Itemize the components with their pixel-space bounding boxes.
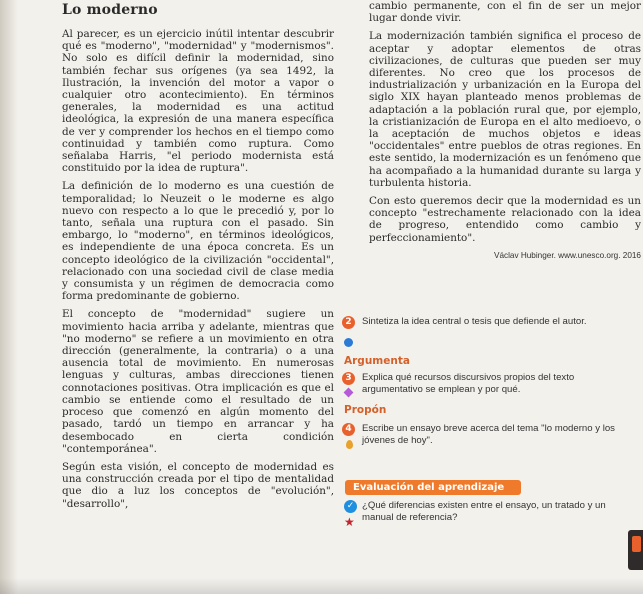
paragraph: La definición de lo moderno es una cuestión de temporalidad; lo Neuzeit o le moderne es algo nuevo con respecto a lo que le precedió y, por lo tanto, señala una ruptura con el pasado. Sin embargo, lo "moderno", en términos ideológicos, es independiente de una época concreta. Es un concepto ideológico de la civilización "occidental", relacionado con una sociedad civil de clase media y consumista y un régimen de democracia como forma predominante de gobierno. [62,180,334,303]
check-icon: ✓ [344,500,357,513]
right-column [369,0,641,262]
evaluation-header: Evaluación del aprendizaje [345,480,521,495]
page-bottom-shade [0,578,643,594]
activity-text: Sintetiza la idea central o tesis que defiende el autor. [362,316,587,327]
star-icon: ★ [344,515,355,529]
activity-text: Escribe un ensayo breve acerca del tema "lo moderno y los jóvenes de hoy". [362,423,615,446]
page-tab-accent [632,536,641,552]
section-heading-argumenta: Argumenta [344,355,410,367]
diamond-icon [344,388,354,398]
activity-number-badge: 4 [342,423,355,436]
paragraph: cambio permanente, con el fin de ser un mejor lugar donde vivir. [369,0,641,25]
activity-text: Explica qué recursos discursivos propios del texto argumentativo se emplean y por qué. [362,372,575,395]
paragraph: Según esta visión, el concepto de modernidad es una construcción creada por el tipo de mentalidad que dio a luz los conceptos de "evolución", "desarrollo", [62,460,334,510]
paragraph: El concepto de "modernidad" sugiere un movimiento hacia arriba y adelante, mientras que "no moderno" se refiere a un movimiento en otra dirección (generalmente, la contraria) o a una ausencia total de movimiento. En numerosas lenguas y culturas, ambas direcciones tienen connotaciones positivas. Otra implicación es que el cambio se entiende como el resultado de un proceso que comenzó en algún momento del pasado, tardó un tiempo en arrancar y ha desembocado en cierta condición "contemporánea". [62,308,334,455]
page-gutter-shadow [0,0,18,594]
citation: Václav Hubinger. www.unesco.org. 2016 [493,250,641,260]
section-heading-propon: Propón [344,404,387,416]
blue-dot-icon [344,338,353,347]
paragraph: Al parecer, es un ejercicio inútil intentar descubrir qué es "moderno", "modernidad" y "modernismos". No solo es difícil definir la modernidad, sino también fechar sus orígenes (ya sea 1492, la Ilustración, la invención del motor a vapor o cualquier otro acontecimiento). En términos generales, la modernidad es una actitud ideológica, la expresión de una manera específica de ver y comprender los hechos en el tiempo como continuidad y también como ruptura. Como señalaba Harris, "el periodo modernista está constituido por la idea de ruptura". [62,28,334,175]
paragraph: La modernización también significa el proceso de aceptar y adoptar elementos de otras civilizaciones, de culturas que pueden ser muy diferentes. No creo que los procesos de industrialización y urbanización en la Europa del siglo XIX hayan planteado menos problemas de adaptación a la población rural que, por ejemplo, la cristianización de Europa en el alto medioevo, o la aceptación de muchos objetos e ideas "occidentales" entre pueblos de otras regiones. En este sentido, la modernización es un fenómeno que ha acompañado a la humanidad durante su larga y turbulenta historia. [369,30,641,189]
evaluation-question: ¿Qué diferencias existen entre el ensayo, un tratado y un manual de referencia? [362,500,606,523]
activity-number-badge: 3 [342,372,355,385]
activity-number-badge: 2 [342,316,355,329]
section-title: Lo moderno [62,2,158,18]
paragraph: Con esto queremos decir que la modernidad es un concepto "estrechamente relacionado con la idea de progreso, entendido como cambio y perfeccionamiento". [369,195,641,244]
left-column [62,2,334,516]
drop-icon [346,440,353,449]
